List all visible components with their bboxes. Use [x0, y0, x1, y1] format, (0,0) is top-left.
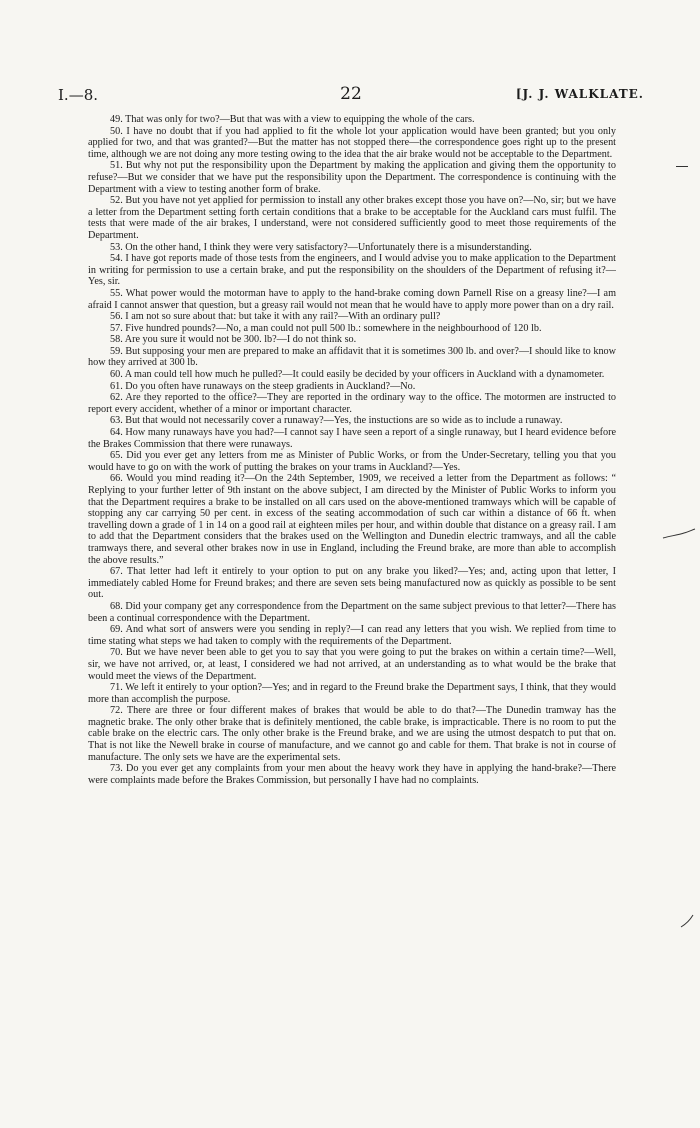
question-51: 51. But why not put the responsibility upon the Department by making the application and giving them the opportunity to refuse?—But we consider that we have put the responsibility upon the Department. The correspondence is continuing with the Department with a view to testing another form of brake.	[88, 160, 616, 195]
question-60: 60. A man could tell how much he pulled?—It could easily be decided by your officers in Auckland with a dynamometer.	[110, 369, 605, 381]
question-52: 52. But you have not yet applied for permission to install any other brakes except those you have on?—No, sir; but we have a letter from the Department setting forth certain conditions that a brake to be acceptable for the Auckland cars must fulfil. The tests that were made of the air brakes, I understand, were not considered sufficiently good to meet those requirements of the Department.	[88, 195, 616, 241]
question-64: 64. How many runaways have you had?—I cannot say I have seen a report of a single runaway, but I heard evidence before the Brakes Commission that there were runaways.	[88, 427, 616, 450]
question-70: 70. But we have never been able to get you to say that you were going to put the brakes on within a certain time?—Well, sir, we have not arrived, or, at least, I considered we had not arrived, at an understanding as to what would be the brake that would meet the views of the Department.	[88, 647, 616, 682]
question-68: 68. Did your company get any correspondence from the Department on the same subject previous to that letter?—There has been a continual correspondence with the Department.	[88, 600, 616, 624]
margin-slash-mark	[680, 914, 694, 928]
question-61: 61. Do you often have runaways on the steep gradients in Auckland?—No.	[110, 380, 416, 392]
paper-reference: I.—8.	[58, 86, 99, 104]
witness-name: [J. J. WALKLATE.	[515, 87, 644, 101]
question-49: 49. That was only for two?—But that was with a view to equipping the whole of the cars.	[110, 114, 475, 125]
question-65: 65. Did you ever get any letters from me as Minister of Public Works, or from the Under-Secretary, telling you that you would have to go on with the work of putting the brakes on your trams in Auckland?—Yes.	[88, 450, 616, 473]
question-62: 62. Are they reported to the office?—They are reported in the ordinary way to the office. The motormen are instructed to report every accident, whether of a minor or important character.	[88, 392, 616, 415]
question-50: 50. I have no doubt that if you had applied to fit the whole lot your application would have been granted; but you only applied for two, and that was granted?—But the matter has not stopped there—the correspondence goes right up to the present time, although we are not doing any more testing owing to the idea that the air brake would not be acceptable to the Department.	[88, 125, 616, 160]
margin-swoosh-mark	[662, 528, 696, 542]
question-53: 53. On the other hand, I think they were very satisfactory?—Unfortunately there is a misunderstanding.	[110, 241, 532, 253]
page-header	[58, 86, 644, 106]
question-71: 71. We left it entirely to your option?—Yes; and in regard to the Freund brake the Department says, I think, that they would more than accomplish the purpose.	[88, 682, 616, 705]
question-66: 66. Would you mind reading it?—On the 24th September, 1909, we received a letter from the Department as follows: “ Replying to your further letter of 9th instant on the above subject, I am directed by the Minister of Public Works to inform you that the Department requires a brake to be installed on all cars used on the above-mentioned tramways which will be capable of stopping any car carrying 50 per cent. in excess of the seating accommodation of such car within a distance of 66 ft. when travelling down a grade of 1 in 14 on a good rail at eighteen miles per hour, and within double that distance on a greasy rail. I am to add that the Department considers that the brakes used on the Wellington and Dunedin electric tramways, and all the cable tramways there, and several other brakes now in use in England, including the Freund brake, are more than able to accomplish the above results.”	[88, 473, 616, 566]
question-67: 67. That letter had left it entirely to your option to put on any brake you liked?—Yes; and, acting upon that letter, I immediately cabled Home for Freund brakes; and there are seven sets being manufactured now as quickly as possible to be sent out.	[88, 566, 616, 601]
question-69: 69. And what sort of answers were you sending in reply?—I can read any letters that you wish. We replied from time to time stating what steps we had taken to comply with the requirements of the Department.	[88, 624, 616, 647]
question-59: 59. But supposing your men are prepared to make an affidavit that it is sometimes 300 lb. and over?—I should like to know how they arrived at 300 lb.	[88, 345, 616, 369]
question-56: 56. I am not so sure about that: but take it with any rail?—With an ordinary pull?	[110, 311, 441, 323]
page-number: 22	[340, 84, 362, 104]
question-55: 55. What power would the motorman have to apply to the hand-brake coming down Parnell Rise on a greasy line?—I am afraid I cannot answer that question, but a greasy rail would not mean that he would have to apply more power than on a dry rail.	[88, 287, 616, 311]
question-57: 57. Five hundred pounds?—No, a man could not pull 500 lb.: somewhere in the neighbourhood of 120 lb.	[110, 322, 542, 334]
question-72: 72. There are three or four different makes of brakes that would be able to do that?—The Dunedin tramway has the magnetic brake. The only other brake that is definitely mentioned, the cable brake, is impracticable. There is no room to put the cable brake on the electric cars. The only other brake is the Freund brake, and we are using the utmost despatch to put that on. That is not like the Newell brake in course of manufacture, and we cannot go and cable for them. That brake is not in course of manufacture. The only sets we have are the experimental sets.	[88, 705, 616, 763]
question-63: 63. But that would not necessarily cover a runaway?—Yes, the instuctions are so wide as to include a runaway.	[110, 415, 563, 427]
question-58: 58. Are you sure it would not be 300. lb?—I do not think so.	[110, 334, 357, 346]
margin-dash-mark	[676, 166, 688, 167]
testimony-body	[88, 114, 616, 786]
question-54: 54. I have got reports made of those tests from the engineers, and I would advise you to make application to the Department in writing for permission to use a certain brake, and put the responsibility on the shoulders of the Department of refusing it?—Yes, sir.	[88, 253, 616, 288]
question-73: 73. Do you ever get any complaints from your men about the heavy work they have in applying the hand-brake?—There were complaints made before the Brakes Commission, but personally I have had no complaints.	[88, 763, 616, 786]
